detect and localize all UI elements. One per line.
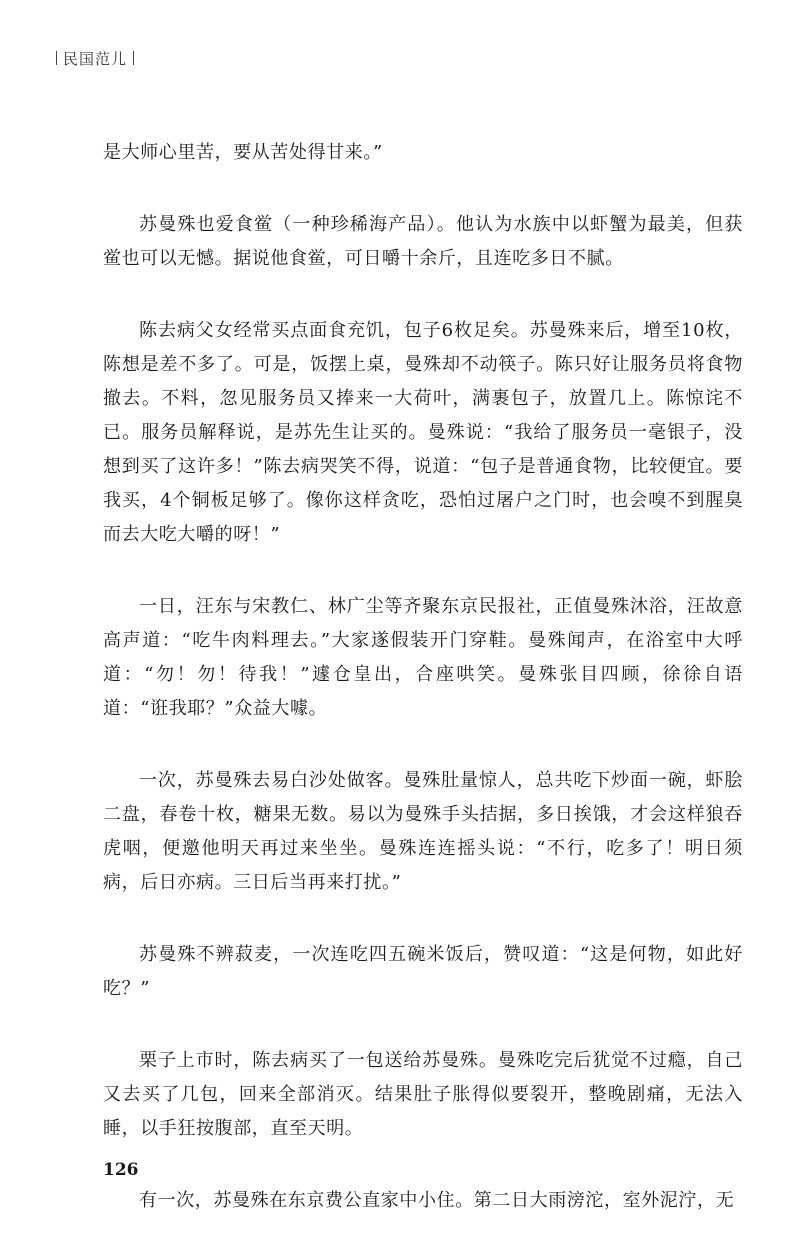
header-right-bar bbox=[133, 51, 134, 65]
page-number: 126 bbox=[103, 1160, 139, 1180]
paragraph-continued: 是大师心里苦，要从苦处得甘来。” bbox=[103, 142, 383, 163]
book-title: 民国范儿 bbox=[63, 50, 128, 68]
paragraph: 陈去病父女经常买点面食充饥，包子6枚足矣。苏曼殊来后，增至10枚，陈想是差不多了。可是，饭摆上桌，曼殊却不动筷子。陈只好让服务员将食物撤去。不料，忽见服务员又捧来一大荷叶，满裹包子，放置几上。陈惊诧不已。服务员解释说，是苏先生让买的。曼殊说：“我给了服务员一毫银子，没想到买了这许多！”陈去病哭笑不得，说道：“包子是普通食物，比较便宜。要我买，4个铜板足够了。像你这样贪吃，恐怕过屠户之门时，也会嗅不到腥臭而去大吃大嚼的呀！” bbox=[103, 320, 743, 545]
paragraph: 一次，苏曼殊去易白沙处做客。曼殊肚量惊人，总共吃下炒面一碗，虾脍二盘，春卷十枚，糖果无数。易以为曼殊手头拮据，多日挨饿，才会这样狼吞虎咽，便邀他明天再过来坐坐。曼殊连连摇头说：“不行，吃多了！明日须病，后日亦病。三日后当再来打扰。” bbox=[103, 770, 743, 893]
paragraph: 苏曼殊不辨菽麦，一次连吃四五碗米饭后，赞叹道：“这是何物，如此好吃？” bbox=[103, 944, 743, 999]
paragraph: 有一次，苏曼殊在东京费公直家中小住。第二日大雨滂沱，室外泥泞，无 bbox=[139, 1190, 735, 1211]
page-body bbox=[103, 136, 743, 1256]
header-left-bar bbox=[56, 51, 57, 65]
paragraph: 苏曼殊也爱食鲎（一种珍稀海产品）。他认为水族中以虾蟹为最美，但获鲎也可以无憾。据说他食鲎，可日嚼十余斤，且连吃多日不腻。 bbox=[103, 214, 743, 269]
paragraph: 栗子上市时，陈去病买了一包送给苏曼殊。曼殊吃完后犹觉不过瘾，自己又去买了几包，回来全部消灭。结果肚子胀得似要裂开，整晚剧痛，无法入睡，以手狂按腹部，直至天明。 bbox=[103, 1050, 743, 1139]
paragraph: 一日，汪东与宋教仁、林广尘等齐聚东京民报社，正值曼殊沐浴，汪故意高声道：“吃牛肉料理去。”大家遂假装开门穿鞋。曼殊闻声，在浴室中大呼道：“勿！勿！待我！”遽仓皇出，合座哄笑。曼殊张目四顾，徐徐自语道：“诳我耶？”众益大噱。 bbox=[103, 596, 743, 719]
running-header bbox=[50, 48, 140, 69]
